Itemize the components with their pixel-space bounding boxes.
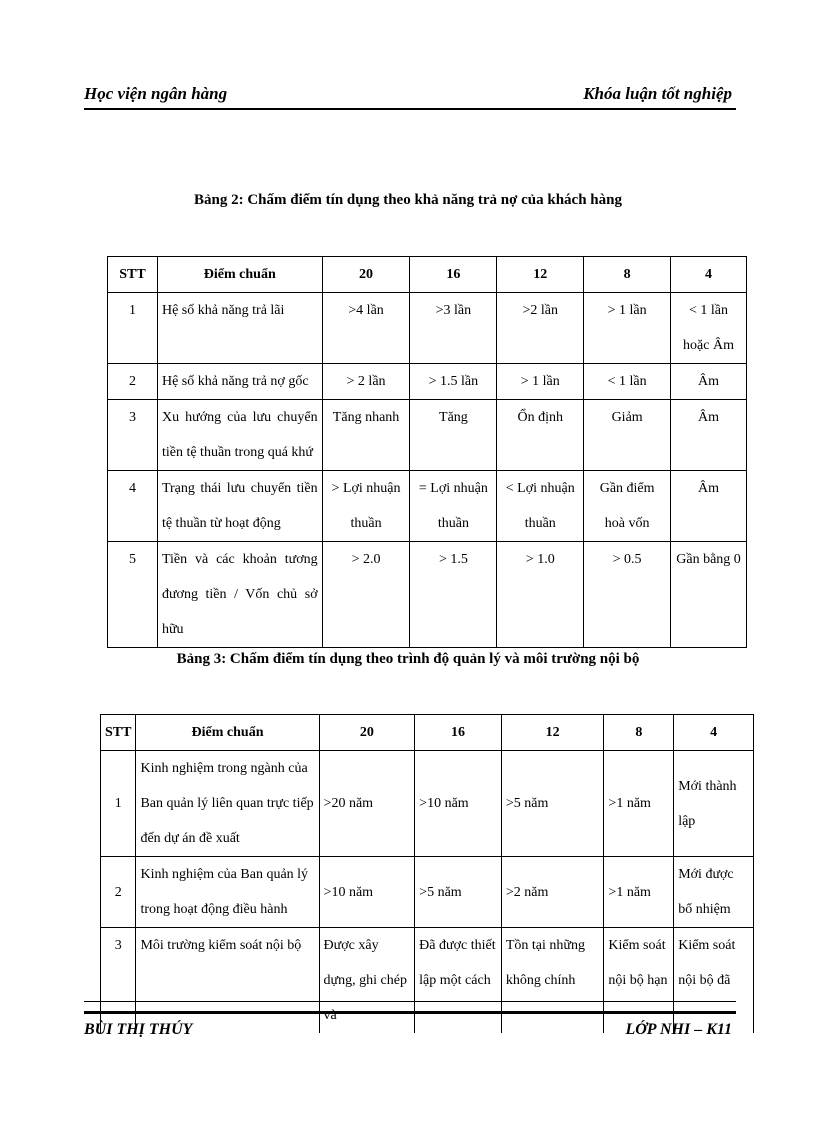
table-cell: 4 xyxy=(108,471,158,542)
table-cell: 1 xyxy=(101,751,136,857)
table-cell: Kinh nghiệm trong ngành của Ban quản lý liên quan trực tiếp đến dự án đề xuất xyxy=(136,751,319,857)
table2-caption: Bảng 2: Chấm điểm tín dụng theo khả năng trả nợ của khách hàng xyxy=(194,192,622,208)
table-cell: Kiểm soát nội bộ hạn xyxy=(604,928,674,1034)
table-cell: > 1.5 xyxy=(410,542,497,648)
footer-left: BÙI THỊ THÚY xyxy=(84,1021,193,1038)
table2-header-cell: 20 xyxy=(322,257,410,293)
table-cell: > 2.0 xyxy=(322,542,410,648)
table-row xyxy=(101,928,754,1034)
table-cell: >2 năm xyxy=(501,857,604,928)
table-cell: >1 năm xyxy=(604,857,674,928)
table-cell: 5 xyxy=(108,542,158,648)
table-cell: >1 năm xyxy=(604,751,674,857)
table3-header-cell: 20 xyxy=(319,715,415,751)
table-row xyxy=(108,471,747,542)
table3-header-cell: 12 xyxy=(501,715,604,751)
table-cell: 2 xyxy=(108,364,158,400)
table-cell: Hệ số khả năng trả nợ gốc xyxy=(157,364,322,400)
table2-header-cell: 4 xyxy=(671,257,747,293)
table-row xyxy=(108,400,747,471)
table-cell: Hệ số khả năng trả lãi xyxy=(157,293,322,364)
table-cell: >10 năm xyxy=(319,857,415,928)
table-row xyxy=(108,293,747,364)
table-cell: Âm xyxy=(671,471,747,542)
table-cell: Mới thành lập xyxy=(674,751,754,857)
footer-rule-thin xyxy=(84,1001,736,1002)
table2 xyxy=(107,256,747,648)
table-cell: Môi trường kiểm soát nội bộ xyxy=(136,928,319,1034)
table-cell: Tăng nhanh xyxy=(322,400,410,471)
table3 xyxy=(100,714,754,1033)
table-cell: Gần điểm hoà vốn xyxy=(584,471,671,542)
table-cell: Tăng xyxy=(410,400,497,471)
table-cell: Mới được bổ nhiệm xyxy=(674,857,754,928)
table-cell: 1 xyxy=(108,293,158,364)
table-cell: < 1 lần hoặc Âm xyxy=(671,293,747,364)
table-cell: > 2 lần xyxy=(322,364,410,400)
header-right: Khóa luận tốt nghiệp xyxy=(583,84,732,103)
table-cell: >3 lần xyxy=(410,293,497,364)
table2-header-row xyxy=(108,257,747,293)
table2-header-cell: 12 xyxy=(497,257,584,293)
table-cell: < 1 lần xyxy=(584,364,671,400)
table-cell: Đã được thiết lập một cách xyxy=(415,928,502,1034)
table-cell: > 1 lần xyxy=(497,364,584,400)
table-row xyxy=(108,542,747,648)
table-cell: Trạng thái lưu chuyển tiền tệ thuần từ hoạt động xyxy=(157,471,322,542)
table-cell: >5 năm xyxy=(415,857,502,928)
table2-header-cell: 8 xyxy=(584,257,671,293)
table-cell: Âm xyxy=(671,364,747,400)
table3-header-cell: STT xyxy=(101,715,136,751)
table3-header-cell: Điểm chuẩn xyxy=(136,715,319,751)
table2-header-cell: 16 xyxy=(410,257,497,293)
table3-header-cell: 8 xyxy=(604,715,674,751)
table-cell: Ổn định xyxy=(497,400,584,471)
table-cell: >20 năm xyxy=(319,751,415,857)
table-cell: Kinh nghiệm của Ban quản lý trong hoạt động điều hành xyxy=(136,857,319,928)
table-cell: 2 xyxy=(101,857,136,928)
table-row xyxy=(108,364,747,400)
header-left: Học viện ngân hàng xyxy=(84,84,228,103)
table3-header-row xyxy=(101,715,754,751)
table2-header-cell: Điểm chuẩn xyxy=(157,257,322,293)
table-cell: Âm xyxy=(671,400,747,471)
table-cell: Kiểm soát nội bộ đã xyxy=(674,928,754,1034)
table3-header-cell: 16 xyxy=(415,715,502,751)
table2-header-cell: STT xyxy=(108,257,158,293)
table-cell: > 1.0 xyxy=(497,542,584,648)
footer-right: LỚP NHI – K11 xyxy=(625,1021,732,1038)
table-cell: > 0.5 xyxy=(584,542,671,648)
table-cell: >4 lần xyxy=(322,293,410,364)
header-rule xyxy=(84,108,736,110)
table-cell: 3 xyxy=(101,928,136,1034)
table-cell: > 1.5 lần xyxy=(410,364,497,400)
table-cell: >10 năm xyxy=(415,751,502,857)
table-cell: Gần bằng 0 xyxy=(671,542,747,648)
table-cell: Tiền và các khoản tương đương tiền / Vốn chủ sở hữu xyxy=(157,542,322,648)
table-cell: Xu hướng của lưu chuyển tiền tệ thuần trong quá khứ xyxy=(157,400,322,471)
table-cell: > 1 lần xyxy=(584,293,671,364)
table-cell: >5 năm xyxy=(501,751,604,857)
table-cell: > Lợi nhuận thuần xyxy=(322,471,410,542)
table-cell: Tồn tại những không chính xyxy=(501,928,604,1034)
table-cell: Được xây dựng, ghi chép và xyxy=(319,928,415,1034)
table-cell: Giảm xyxy=(584,400,671,471)
table3-caption: Bảng 3: Chấm điểm tín dụng theo trình độ quản lý và môi trường nội bộ xyxy=(176,651,640,667)
table-cell: < Lợi nhuận thuần xyxy=(497,471,584,542)
table-cell: >2 lần xyxy=(497,293,584,364)
table-cell: 3 xyxy=(108,400,158,471)
table-row xyxy=(101,857,754,928)
table-cell: = Lợi nhuận thuần xyxy=(410,471,497,542)
table3-header-cell: 4 xyxy=(674,715,754,751)
footer-rule-thick xyxy=(84,1011,736,1014)
table-row xyxy=(101,751,754,857)
